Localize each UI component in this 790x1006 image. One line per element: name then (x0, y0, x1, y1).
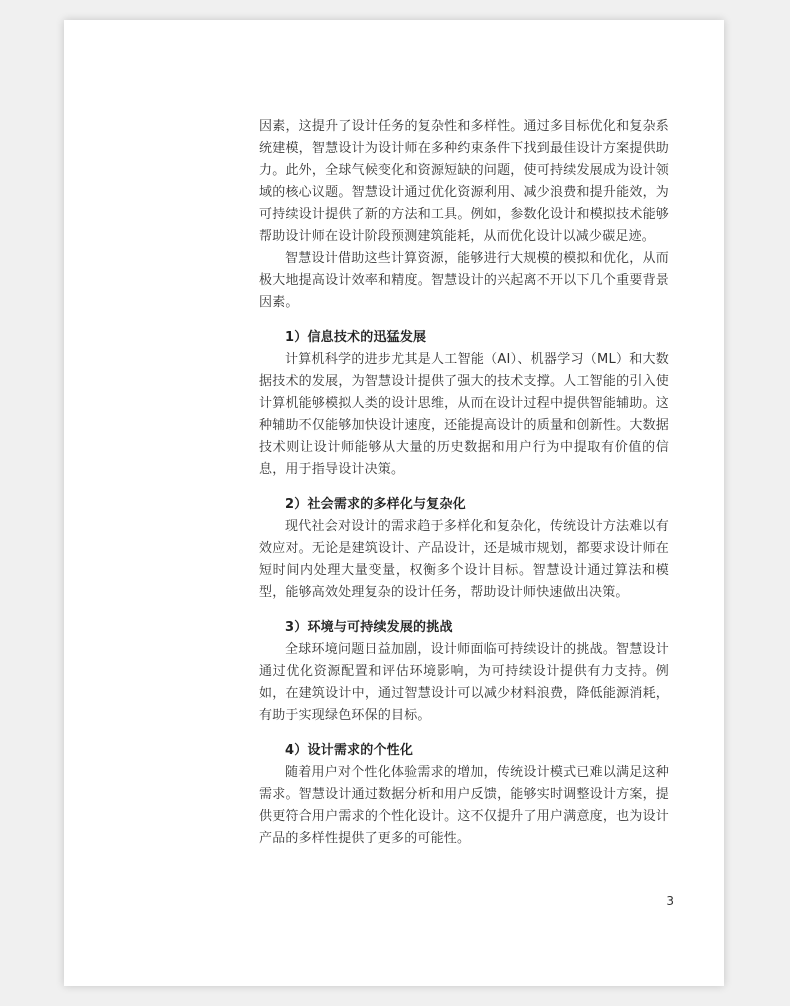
section-heading-3: 3）环境与可持续发展的挑战 (285, 620, 453, 635)
page-number: 3 (666, 894, 674, 908)
page-content (259, 116, 669, 850)
section-body-4: 随着用户对个性化体验需求的增加，传统设计模式已难以满足这种需求。智慧设计通过数据分析和用户反馈，能够实时调整设计方案，提供更符合用户需求的个性化设计。这不仅提升了用户满意度，也为设计产品的多样性提供了更多的可能性。 (259, 765, 669, 846)
intro-paragraph: 智慧设计借助这些计算资源，能够进行大规模的模拟和优化，从而极大地提高设计效率和精度。智慧设计的兴起离不开以下几个重要背景因素。 (259, 251, 669, 310)
section-body-3: 全球环境问题日益加剧，设计师面临可持续设计的挑战。智慧设计通过优化资源配置和评估环境影响，为可持续设计提供有力支持。例如，在建筑设计中，通过智慧设计可以减少材料浪费，降低能源消耗，有助于实现绿色环保的目标。 (259, 642, 669, 723)
section-body-2: 现代社会对设计的需求趋于多样化和复杂化，传统设计方法难以有效应对。无论是建筑设计、产品设计，还是城市规划，都要求设计师在短时间内处理大量变量，权衡多个设计目标。智慧设计通过算法和模型，能够高效处理复杂的设计任务，帮助设计师快速做出决策。 (259, 519, 669, 600)
section-body-1: 计算机科学的进步尤其是人工智能（AI）、机器学习（ML）和大数据技术的发展，为智慧设计提供了强大的技术支撑。人工智能的引入使计算机能够模拟人类的设计思维，从而在设计过程中提供智能辅助。这种辅助不仅能够加快设计速度，还能提高设计的质量和创新性。大数据技术则让设计师能够从大量的历史数据和用户行为中提取有价值的信息，用于指导设计决策。 (259, 352, 669, 477)
section-heading-2: 2）社会需求的多样化与复杂化 (285, 497, 466, 512)
section-heading-4: 4）设计需求的个性化 (285, 743, 414, 758)
section-heading-1: 1）信息技术的迅猛发展 (285, 330, 427, 345)
document-page (64, 20, 724, 986)
intro-paragraph-continued: 因素，这提升了设计任务的复杂性和多样性。通过多目标优化和复杂系统建模，智慧设计为设计师在多种约束条件下找到最佳设计方案提供助力。此外，全球气候变化和资源短缺的问题，使可持续发展成为设计领域的核心议题。智慧设计通过优化资源利用、减少浪费和提升能效，为可持续设计提供了新的方法和工具。例如，参数化设计和模拟技术能够帮助设计师在设计阶段预测建筑能耗，从而优化设计以减少碳足迹。 (259, 119, 669, 244)
